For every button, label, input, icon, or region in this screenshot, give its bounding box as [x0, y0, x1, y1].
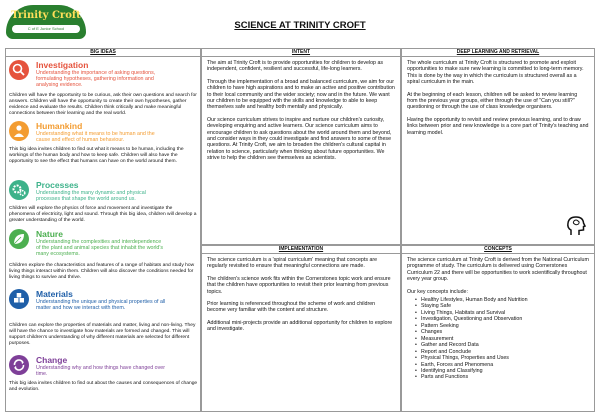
list-item: • Healthy Lifestyles, Human Body and Nutrition	[415, 297, 589, 303]
implementation-panel	[201, 245, 401, 412]
idea-description: Children can explore the properties of materials and matter, living and non-living. They will have the chance to investigate how materials are formed and changed. This will support children's understanding of why different materials are selected for different purposes.	[9, 323, 196, 346]
gears-icon	[9, 180, 29, 200]
cycle-icon	[9, 355, 29, 375]
list-item: • Pattern Seeking	[415, 323, 589, 329]
list-item: • Living Things, Habitats and Survival	[415, 310, 589, 316]
brain-head-icon	[564, 214, 588, 238]
implementation-body	[202, 254, 400, 333]
idea-subtitle: Understanding the unique and physical properties of all matter and how we interact with them.	[36, 299, 166, 312]
concepts-heading: CONCEPTS	[402, 246, 594, 254]
intent-body	[202, 57, 400, 162]
page-title: SCIENCE AT TRINITY CROFT	[234, 20, 366, 31]
leaf-icon	[9, 229, 29, 249]
idea-description: Children explore the characteristics and features of a range of habitats and study how living things interact within them. Children will also discover the conditions needed for living things to survive and thrive.	[9, 263, 195, 280]
idea-description: This big idea invites children to find out what it means to be human, including the workings of the human body and how to keep safe. Children will also have the opportunity to see the effect that humans can have on the world around them.	[9, 147, 184, 164]
idea-description: This big idea invites children to find out about the causes and consequences of change and evolution.	[9, 381, 198, 392]
idea-subtitle: Understanding the complexities and interdependence of the plant and animal species that inhabit the world's many ecosystems.	[36, 239, 164, 258]
concepts-intro: The science curriculum at Trinity Croft is derived from the National Curriculum programme of study. The curriculum is delivered using Cornerstones Curriculum 22 and there will be opportunities to work scientifically throughout every year group.	[407, 257, 589, 283]
concepts-list-intro: Our key concepts include:	[407, 288, 468, 295]
list-item: • Measurement	[415, 336, 589, 342]
concepts-panel	[401, 245, 595, 412]
deep-learning-paragraph: Having the opportunity to revisit and review previous learning, and to draw links between prior and new knowledge is a core part of Trinity's teaching and learning model.	[407, 116, 589, 136]
idea-title: Materials	[36, 289, 73, 299]
idea-title: Nature	[36, 229, 63, 239]
idea-description: Children will have the opportunity to be curious, ask their own questions and search for answers. Children will have the opportunity to create their own hypotheses, gather evidence and evaluate the results. Children think critically and make meaningful connections between their learning and the real world.	[9, 93, 197, 116]
intent-paragraph: Our science curriculum strives to inspire and nurture our children's curiosity, developing enquiring and active learners. Our science curriculum aims to encourage children to ask questions about the world around them and beyond, and consider ways in they could investigate and find answers to some of these questions. At Trinity Croft, we aim to broaden the children's cultural capital in relation to science, particularly when thinking about future opportunities. We strive to help the children see themselves as scientists.	[207, 116, 392, 162]
logo-subtitle: C of E Junior School	[12, 25, 80, 33]
idea-subtitle: Understanding the importance of asking questions, formulating hypotheses, gathering information and analysing evidence.	[36, 70, 156, 89]
implementation-heading: IMPLEMENTATION	[202, 246, 400, 254]
deep-learning-body	[402, 57, 594, 136]
implementation-paragraph: Prior learning is referenced throughout the scheme of work and children become very familiar with the content and structure.	[207, 301, 376, 314]
list-item: • Earth, Forces and Phenomena	[415, 362, 589, 368]
deep-learning-paragraph: At the beginning of each lesson, children will be asked to review learning from the previous year groups, either through the use of "Can you still?" questioning or through the use of class knowledge organisers.	[407, 91, 578, 111]
deep-learning-panel	[401, 48, 595, 245]
idea-subtitle: Understanding the many dynamic and physical processes that shape the world around us.	[36, 190, 146, 203]
list-item: • Staying Safe	[415, 303, 589, 309]
idea-subtitle: Understanding why and how things have changed over time.	[36, 365, 165, 378]
idea-title: Processes	[36, 180, 79, 190]
list-item: • Investigation, Questioning and Observation	[415, 316, 589, 322]
intent-heading: INTENT	[202, 49, 400, 57]
big-ideas-heading: BIG IDEAS	[6, 49, 200, 57]
implementation-paragraph: The children's science work fits within the Cornerstones topic work and ensure that the children have opportunities to revisit their prior learning from previous topics.	[207, 275, 391, 295]
implementation-paragraph: Additional mini-projects provide an additional opportunity for children to explore and investigate.	[207, 319, 393, 333]
intent-paragraph: Through the implementation of a broad and balanced curriculum, we aim for our children to have high aspirations and to make an active and positive contribution to their local community and the wider society; now and in the future. We want our children to be equipped with the skills and knowledge to able to keep themselves safe and healthy both mentally and physically.	[207, 78, 395, 111]
magnifier-icon	[9, 60, 29, 80]
list-item: • Changes	[415, 329, 589, 335]
person-icon	[9, 121, 29, 141]
idea-title: Humankind	[36, 121, 83, 131]
big-ideas-panel	[5, 48, 201, 412]
deep-learning-paragraph: The whole curriculum at Trinity Croft is structured to promote and exploit opportunities to make sure new learning is committed to long-term memory. This is done by the way in which the curriculum is structured overall as a spiral curriculum in the main.	[407, 60, 584, 86]
list-item: • Gather and Record Data	[415, 342, 589, 348]
list-item: • Parts and Functions	[415, 374, 589, 380]
list-item: • Physical Things, Properties and Uses	[415, 355, 589, 361]
blocks-icon	[9, 289, 29, 309]
idea-subtitle: Understanding what it means to be human and the cause and effect of human behaviour.	[36, 131, 155, 144]
logo-name: Trinity Croft	[11, 10, 81, 21]
list-item: • Identifying and Classifying	[415, 368, 589, 374]
deep-learning-heading: DEEP LEARNING AND RETRIEVAL	[402, 49, 594, 57]
concepts-body	[402, 254, 594, 381]
idea-description: Children will explore the physics of force and movement and investigate the phenomena of electricity, light and sound. Through this big idea, children will develop a greater understanding of the world.	[9, 206, 197, 223]
intent-panel	[201, 48, 401, 245]
list-item: • Report and Conclude	[415, 349, 589, 355]
idea-title: Change	[36, 355, 68, 365]
intent-paragraph: The aim at Trinity Croft is to provide opportunities for children to develop as independent, confident, resilient and successful, life-long learners.	[207, 60, 384, 73]
concepts-list	[407, 297, 589, 381]
idea-title: Investigation	[36, 60, 89, 70]
implementation-paragraph: The science curriculum is a 'spiral curriculum' meaning that concepts are regularly revisited to ensure that meaningful connections are made.	[207, 257, 378, 270]
